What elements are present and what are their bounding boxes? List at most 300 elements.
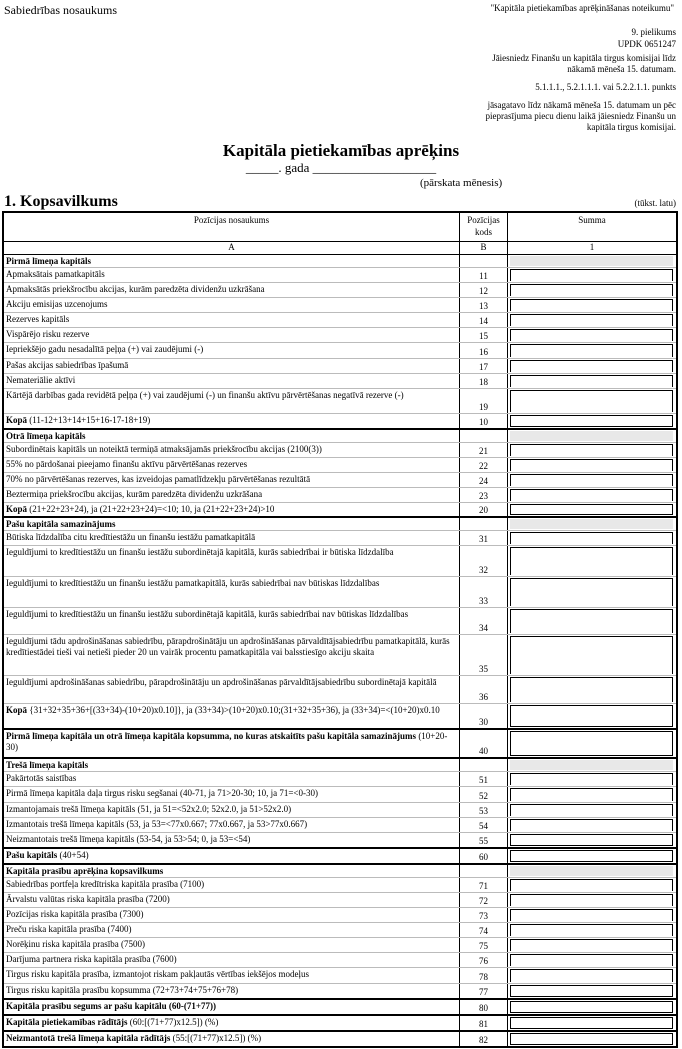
sum-input-cell[interactable] (510, 705, 673, 727)
row-code-text: 18 (479, 376, 488, 387)
table-row (4, 704, 676, 728)
row-label (4, 818, 460, 832)
row-label-text: Pašas akcijas sabiedrības īpašumā (6, 359, 129, 370)
row-label (4, 414, 460, 428)
row-label (4, 359, 460, 373)
row-code-text: 32 (479, 565, 488, 576)
row-label-text: Akciju emisijas uzcenojums (6, 299, 108, 310)
row-label-text: Nemateriālie aktīvi (6, 374, 76, 385)
row-code (460, 818, 508, 832)
table-section (4, 518, 676, 730)
sum-input-cell[interactable] (510, 773, 673, 785)
row-code (460, 518, 508, 530)
row-code (460, 984, 508, 998)
row-label (4, 608, 460, 634)
table-group-heading (4, 430, 676, 443)
points-reference: 5.1.1.1., 5.2.1.1.1. vai 5.2.2.1.1. punkts (535, 82, 676, 92)
row-label (4, 473, 460, 487)
prep-note-line-3: kapitāla tirgus komisijai. (586, 122, 676, 132)
row-label (4, 984, 460, 998)
row-label (4, 704, 460, 728)
annex-number: 9. pielikums (631, 27, 676, 37)
sum-input-cell[interactable] (510, 879, 673, 891)
row-label-text: Tirgus risku kapitāla prasību kopsumma (72+73+74+75+76+78) (6, 984, 239, 995)
table-section (4, 849, 676, 865)
row-label (4, 1032, 460, 1046)
row-code (460, 430, 508, 442)
row-code (460, 759, 508, 771)
table-header (4, 213, 676, 242)
row-label-rest: (55:[(71+77)x12.5]) (%) (170, 1032, 262, 1043)
row-code-text: 35 (479, 664, 488, 675)
row-code (460, 849, 508, 863)
row-label (4, 759, 460, 771)
row-label-text: 55% no pārdošanai pieejamo finanšu aktīvu pārvērtēšanas rezerves (6, 458, 248, 469)
row-label (4, 503, 460, 516)
row-code (460, 730, 508, 757)
row-label-text: Pašu kapitāla samazinājums (6, 519, 116, 530)
row-label-bold-part: Pašu kapitāls (6, 849, 58, 860)
row-code-text: 31 (479, 534, 488, 545)
table-row (4, 328, 676, 343)
table-row (4, 730, 676, 757)
row-code (460, 938, 508, 952)
table-row (4, 803, 676, 818)
row-code-text: 51 (479, 775, 488, 786)
row-label (4, 298, 460, 312)
row-code (460, 908, 508, 922)
organization-name: Sabiedrības nosaukums (4, 3, 117, 17)
row-label-text: Ieguldījumi apdrošināšanas sabiedrību, pārapdrošinātāju un apdrošināšanas pārvaldītājsabiedrību subordinētajā kapitālā (6, 677, 437, 688)
row-code (460, 298, 508, 312)
row-code (460, 359, 508, 373)
row-label-text: Trešā līmeņa kapitāls (6, 760, 89, 771)
table-group-heading (4, 865, 676, 878)
summary-table (2, 211, 678, 1048)
row-code (460, 635, 508, 675)
row-code-text: 33 (479, 596, 488, 607)
sum-input-cell[interactable] (510, 834, 673, 846)
row-code (460, 503, 508, 516)
row-label (4, 430, 460, 442)
row-label (4, 374, 460, 388)
row-label-text: Apmaksātais pamatkapitāls (6, 269, 105, 279)
row-code (460, 833, 508, 847)
row-label-bold-part: Kopā (6, 504, 28, 515)
row-code-text: 24 (479, 476, 488, 487)
row-code-text: 21 (479, 445, 488, 456)
sum-input-cell (510, 431, 673, 441)
row-code-text: 71 (479, 880, 488, 891)
row-label (4, 865, 460, 877)
row-code-text: 78 (479, 971, 488, 982)
table-row (4, 298, 676, 313)
column-header-sum: Summa (578, 215, 606, 225)
row-code (460, 458, 508, 472)
sum-input-cell[interactable] (510, 609, 673, 633)
table-row (4, 968, 676, 983)
row-label-text: Ieguldījumi to kredītiestāžu un finanšu iestāžu subordinētajā kapitālā, kurās sabiedrībai nav būtiskas līdzdalības (6, 609, 409, 620)
page-title: Kapitāla pietiekamības aprēķins (222, 141, 460, 160)
prep-note-line-1: jāsagatavo līdz nākamā mēneša 15. datumam un pēc (487, 100, 676, 110)
row-label-text: Pozīcijas riska kapitāla prasība (7300) (6, 909, 144, 920)
row-code (460, 283, 508, 297)
table-section (4, 865, 676, 1000)
row-code (460, 787, 508, 801)
row-label (4, 968, 460, 982)
row-label-text: Subordinētais kapitāls un noteiktā termiņā atmaksājamās priekšrocību akcijas (2100(3)) (6, 443, 322, 454)
row-label (4, 546, 460, 576)
row-label (4, 803, 460, 817)
row-code (460, 1000, 508, 1014)
row-label-rest: (21+22+23+24), ja (21+22+23+24)=<10; 10, ja (21+22+23+24)>10 (27, 504, 275, 515)
row-code-text: 77 (479, 986, 488, 997)
row-label-bold-part: Neizmantotā trešā līmeņa kapitāla rādītājs (6, 1032, 171, 1043)
sum-input-cell[interactable] (510, 415, 673, 427)
row-code-text: 23 (479, 491, 488, 502)
row-label-rest: {31+32+35+36+[(33+34)-(10+20)x0.10]}, ja (33+34)>(10+20)x0.10;(31+32+35+36), ja (33+34)=<(10+20)x0.10 (27, 705, 440, 716)
table-section (4, 1032, 676, 1046)
table-row (4, 818, 676, 833)
sum-input-cell[interactable] (510, 894, 673, 906)
table-row (4, 893, 676, 908)
row-code (460, 893, 508, 907)
row-label-text: Ieguldījumi to kredītiestāžu un finanšu iestāžu pamatkapitālā, kurās sabiedrībai nav būtiskas līdzdalības (6, 578, 380, 589)
unit-label: (tūkst. latu) (634, 198, 676, 208)
table-row (4, 1032, 676, 1046)
row-label-text: Kārtējā darbības gada revidētā peļņa (+) vai zaudējumi (-) un finanšu aktīvu pārvērtēšanas negatīvā rezerve (-) (6, 389, 404, 400)
row-label (4, 1016, 460, 1030)
row-label-text: Izmantojamais trešā līmeņa kapitāls (51, ja 51=<52x2.0; 52x2.0, ja 51>52x2.0) (6, 803, 292, 814)
subheader-1: 1 (589, 242, 595, 252)
row-label-rest: (60:[(71+77)x12.5]) (%) (127, 1016, 219, 1027)
submit-note-line-2: nākamā mēneša 15. datumam. (567, 64, 676, 74)
subheader-a: A (4, 242, 460, 254)
sum-input-cell[interactable] (510, 939, 673, 951)
row-label (4, 833, 460, 847)
row-label (4, 268, 460, 282)
row-label-text: Apmaksātās priekšrocību akcijas, kurām paredzēta dividenžu uzkrāšana (6, 284, 265, 295)
table-group-heading (4, 759, 676, 772)
row-code-text: 22 (479, 461, 488, 472)
sum-input-cell[interactable] (510, 850, 673, 862)
row-code (460, 1016, 508, 1030)
row-label (4, 893, 460, 907)
subheader-b: B (460, 242, 508, 254)
table-row (4, 908, 676, 923)
row-code (460, 968, 508, 982)
row-label-text: Pirmā līmeņa kapitāls (6, 256, 91, 266)
row-label-text: Būtiska līdzdalība citu kredītiestāžu un finanšu iestāžu pamatkapitālā (6, 532, 256, 543)
column-header-name: Pozīcijas nosaukums (4, 213, 460, 241)
sum-input-cell[interactable] (510, 1033, 673, 1045)
row-label (4, 577, 460, 607)
row-label-text: Norēķinu riska kapitāla prasība (7500) (6, 939, 145, 950)
sum-input-cell[interactable] (510, 390, 673, 412)
row-code (460, 803, 508, 817)
row-code-text: 13 (479, 301, 488, 312)
row-code-text: 73 (479, 911, 488, 922)
table-row (4, 283, 676, 298)
column-header-code-line-1: Pozīcijas (467, 215, 500, 225)
row-code (460, 865, 508, 877)
report-month-hint: (pārskata mēnesis) (420, 177, 503, 189)
sum-input-cell[interactable] (510, 804, 673, 816)
table-body (4, 255, 676, 1046)
row-label-bold-part: Pirmā līmeņa kapitāla un otrā līmeņa kapitāla kopsumma, no kuras atskaitīts pašu kapitāla samazinājums (6, 731, 417, 742)
row-code-text: 72 (479, 896, 488, 907)
table-row (4, 577, 676, 608)
table-row (4, 878, 676, 893)
row-code-text: 55 (479, 835, 488, 846)
row-label-text: Neizmantotais trešā līmeņa kapitāls (53-54, ja 53>54; 0, ja 53=<54) (6, 833, 251, 844)
row-code-text: 52 (479, 790, 488, 801)
sum-input-cell[interactable] (510, 329, 673, 341)
row-label (4, 953, 460, 967)
table-row (4, 389, 676, 414)
row-label (4, 531, 460, 545)
regulation-reference: "Kapitāla pietiekamības aprēķināšanas noteikumu" (490, 3, 674, 13)
sum-input-cell[interactable] (510, 1001, 673, 1013)
row-label (4, 849, 460, 863)
row-label-text: Sabiedrības portfeļa kredītriska kapitāla prasība (7100) (6, 878, 205, 889)
sum-input-cell[interactable] (510, 344, 673, 356)
table-row (4, 1016, 676, 1030)
row-label-text: Ārvalstu valūtas riska kapitāla prasība (7200) (6, 893, 170, 904)
row-code-text: 74 (479, 926, 488, 937)
sum-input-cell[interactable] (510, 954, 673, 966)
row-code (460, 268, 508, 282)
sum-input-cell (510, 256, 673, 266)
row-code-text: 12 (479, 286, 488, 297)
row-label-rest: (40+54) (57, 849, 89, 860)
sum-input-cell[interactable] (510, 314, 673, 326)
row-label-text: Darījuma partnera riska kapitāla prasība (7600) (6, 954, 177, 965)
sum-input-cell[interactable] (510, 284, 673, 296)
sum-input-cell[interactable] (510, 547, 673, 575)
row-label-text: Tirgus risku kapitāla prasība, izmantojot riskam pakļautās vērtības iekšējos modeļus (6, 969, 309, 980)
sum-input-cell (510, 519, 673, 529)
row-code (460, 577, 508, 607)
sum-input-cell[interactable] (510, 474, 673, 486)
table-row (4, 1000, 676, 1014)
table-row (4, 473, 676, 488)
row-code-text: 20 (479, 505, 488, 516)
row-code-text: 36 (479, 692, 488, 703)
table-row (4, 984, 676, 998)
row-code-text: 80 (479, 1002, 488, 1013)
row-label (4, 908, 460, 922)
row-label-text: Izmantotais trešā līmeņa kapitāls (53, ja 53=<77x0.667; 77x0.667, ja 53>77x0.667) (6, 818, 308, 829)
table-row (4, 531, 676, 546)
row-label-text: Pirmā līmeņa kapitāla daļa tirgus risku segšanai (40-71, ja 71>20-30; 10, ja 71=<0-30) (6, 788, 318, 799)
table-row (4, 374, 676, 389)
table-row (4, 635, 676, 676)
sum-input-cell[interactable] (510, 731, 673, 756)
table-row (4, 546, 676, 577)
row-label (4, 458, 460, 472)
sum-input-cell[interactable] (510, 578, 673, 606)
row-code (460, 923, 508, 937)
row-code (460, 878, 508, 892)
row-label-text: Otrā līmeņa kapitāls (6, 430, 86, 441)
table-row (4, 313, 676, 328)
row-code-text: 30 (479, 717, 488, 728)
row-label-text: Rezerves kapitāls (6, 314, 70, 325)
row-code-text: 75 (479, 941, 488, 952)
table-group-heading (4, 518, 676, 531)
row-code-text: 82 (479, 1034, 488, 1045)
sum-input-cell[interactable] (510, 909, 673, 921)
row-code (460, 531, 508, 545)
table-row (4, 414, 676, 428)
sum-input-cell[interactable] (510, 924, 673, 936)
row-label-text: Kapitāla prasību aprēķina kopsavilkums (6, 865, 164, 876)
table-section (4, 759, 676, 848)
row-label-text: Ieguldījumi to kredītiestāžu un finanšu iestāžu subordinētajā kapitālā, kurās sabiedrībai ir būtiska līdzdalība (6, 547, 394, 558)
row-label (4, 676, 460, 703)
sum-input-cell[interactable] (510, 677, 673, 702)
row-label (4, 328, 460, 342)
row-label-bold-part: Kapitāla pietiekamības rādītājs (6, 1016, 128, 1027)
row-code-text: 76 (479, 956, 488, 967)
sum-input-cell[interactable] (510, 788, 673, 800)
report-date-line: _____. gada ___________________ (245, 160, 437, 175)
row-code (460, 772, 508, 786)
row-code (460, 473, 508, 487)
table-row (4, 268, 676, 283)
row-code-text: 81 (479, 1018, 488, 1029)
table-row (4, 343, 676, 358)
table-subheader (4, 242, 676, 255)
sum-input-cell[interactable] (510, 532, 673, 544)
table-section (4, 255, 676, 430)
row-code-text: 11 (479, 271, 488, 282)
row-code-text: 53 (479, 805, 488, 816)
row-code (460, 389, 508, 413)
row-label-rest: (10+20-30) (6, 731, 448, 753)
table-row (4, 443, 676, 458)
sum-input-cell[interactable] (510, 819, 673, 831)
table-section (4, 1016, 676, 1032)
table-row (4, 458, 676, 473)
prep-note-line-2: pieprasījuma piecu dienu laikā jāiesniedz Finanšu un (485, 111, 676, 121)
table-row (4, 772, 676, 787)
row-code-text: 54 (479, 820, 488, 831)
table-row (4, 833, 676, 847)
row-code-text: 34 (479, 623, 488, 634)
row-code (460, 676, 508, 703)
row-label-bold-part: Kopā (6, 705, 28, 716)
table-row (4, 359, 676, 374)
row-label (4, 313, 460, 327)
sum-input-cell (510, 760, 673, 770)
table-row (4, 787, 676, 802)
row-code-text: 19 (479, 401, 488, 412)
row-code (460, 953, 508, 967)
sum-input-cell[interactable] (510, 969, 673, 981)
row-label-bold-part: Kopā (6, 414, 28, 425)
row-label-text: Pakārtotās saistības (6, 773, 77, 784)
sum-input-cell[interactable] (510, 489, 673, 501)
table-row (4, 676, 676, 704)
column-header-code-line-2: kods (474, 227, 492, 237)
row-code (460, 1032, 508, 1046)
sum-input-cell[interactable] (510, 299, 673, 311)
form-code: UPDK 0651247 (617, 39, 676, 49)
table-row (4, 938, 676, 953)
table-row (4, 953, 676, 968)
row-code (460, 343, 508, 357)
table-row (4, 849, 676, 863)
row-code (460, 546, 508, 576)
row-label-text: Kapitāla prasību segums ar pašu kapitālu (60-(71+77)) (6, 1000, 216, 1011)
sum-input-cell[interactable] (510, 636, 673, 674)
row-label-text: Iepriekšējo gadu nesadalītā peļņa (+) vai zaudējumi (-) (6, 344, 204, 355)
sum-input-cell[interactable] (510, 269, 673, 281)
row-label-rest: (11-12+13+14+15+16-17-18+19) (27, 414, 151, 425)
sum-input-cell[interactable] (510, 444, 673, 456)
row-code-text: 17 (479, 361, 488, 372)
submit-note-line-1: Jāiesniedz Finanšu un kapitāla tirgus komisijai līdz (492, 53, 676, 63)
row-label (4, 443, 460, 457)
table-row (4, 488, 676, 503)
row-code (460, 328, 508, 342)
row-code (460, 414, 508, 428)
row-code-text: 16 (479, 346, 488, 357)
row-code (460, 374, 508, 388)
sum-input-cell[interactable] (510, 1017, 673, 1029)
table-group-heading (4, 255, 676, 268)
sum-input-cell[interactable] (510, 504, 673, 515)
sum-input-cell (510, 866, 673, 876)
column-header-code (460, 213, 508, 241)
table-section (4, 730, 676, 759)
row-code-text: 40 (479, 746, 488, 757)
row-code-text: 14 (479, 316, 488, 327)
row-label (4, 255, 460, 267)
row-label (4, 389, 460, 413)
row-label (4, 772, 460, 786)
sum-input-cell[interactable] (510, 360, 673, 372)
sum-input-cell[interactable] (510, 459, 673, 471)
row-label (4, 938, 460, 952)
sum-input-cell[interactable] (510, 375, 673, 387)
table-section (4, 430, 676, 518)
row-label-text: Beztermiņa priekšrocību akcijas, kurām paredzēta dividenžu uzkrāšana (6, 489, 263, 500)
row-code (460, 313, 508, 327)
row-code (460, 608, 508, 634)
row-label-text: 70% no pārvērtēšanas rezerves, kas izveidojas pamatlīdzekļu pārvērtēšanas rezultātā (6, 474, 311, 485)
row-label (4, 635, 460, 675)
section-title: 1. Kopsavilkums (4, 193, 118, 210)
table-row (4, 503, 676, 516)
row-label (4, 1000, 460, 1014)
row-code (460, 443, 508, 457)
row-label-text: Preču riska kapitāla prasība (7400) (6, 924, 132, 935)
table-section (4, 1000, 676, 1016)
row-code-text: 15 (479, 331, 488, 342)
sum-input-cell[interactable] (510, 985, 673, 997)
row-label-text: Vispārējo risku rezerve (6, 329, 90, 340)
table-row (4, 608, 676, 635)
table-row (4, 923, 676, 938)
row-label (4, 730, 460, 757)
row-label (4, 787, 460, 801)
row-code (460, 704, 508, 728)
row-label (4, 283, 460, 297)
row-label-text: Ieguldījumi tādu apdrošināšanas sabiedrību, pārapdrošinātāju un apdrošināšanas pārvaldītājsabiedrību pamatkapitālā, kurās kredītiestādei tieši vai netieši pieder 20 un vairāk procentu pamatkapitāla vai balsstiesīgo akciju skaita (6, 636, 450, 658)
